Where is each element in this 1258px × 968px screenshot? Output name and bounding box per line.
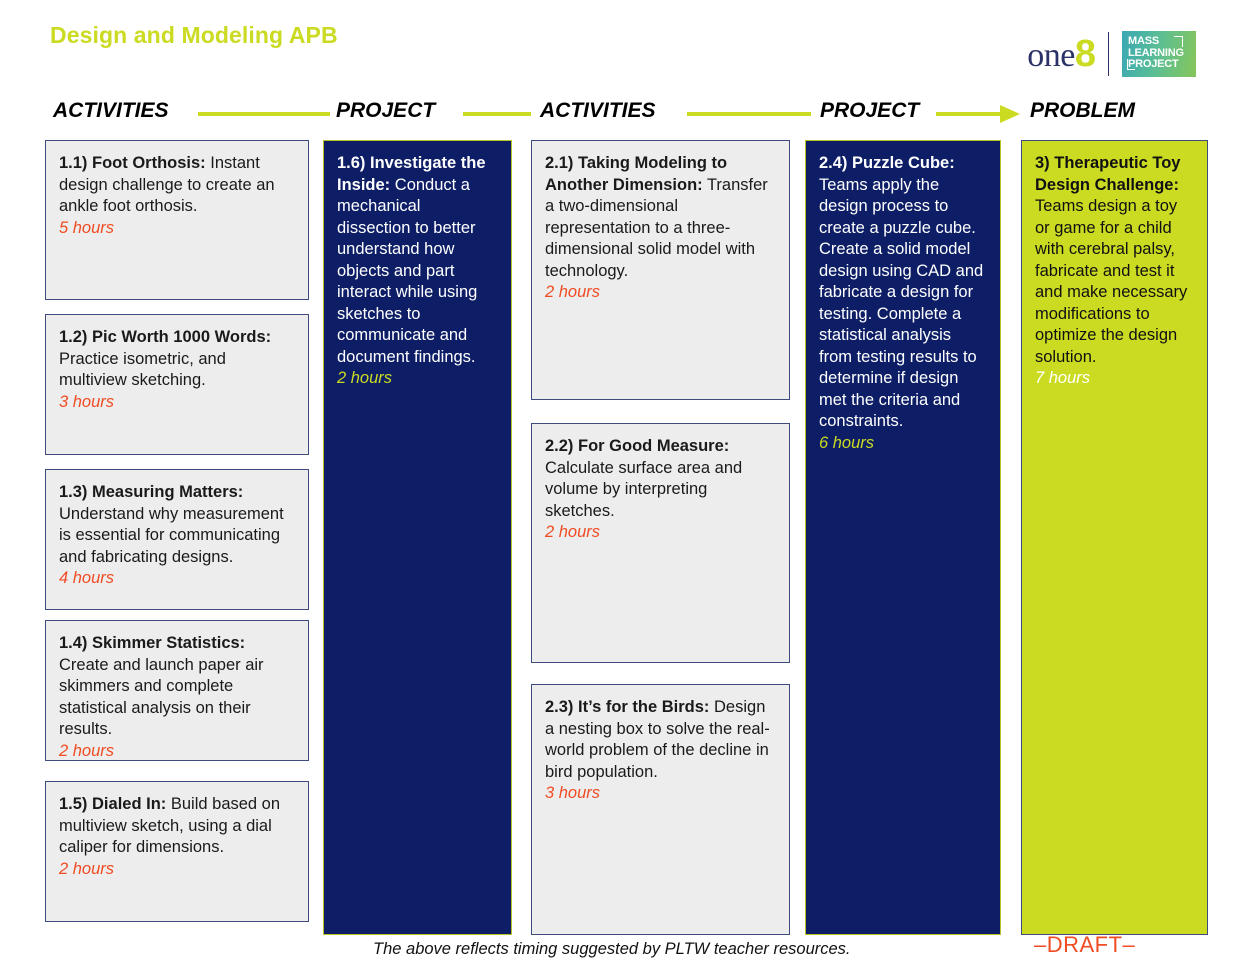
card-title: 2.1) Taking Modeling to Another Dimension: (545, 154, 728, 194)
card-title: 3) Therapeutic Toy Design Challenge: (1035, 154, 1181, 194)
one8-logo-word: one (1027, 37, 1075, 74)
card-title: 1.4) Skimmer Statistics: (59, 634, 246, 652)
card-3[interactable] (1021, 140, 1208, 935)
card-2-2[interactable] (531, 423, 790, 663)
card-title: 1.1) Foot Orthosis: (59, 154, 206, 172)
card-title: 1.5) Dialed In: (59, 795, 167, 813)
card-hours: 3 hours (545, 784, 601, 802)
stage-label-project-1: PROJECT (336, 99, 436, 122)
card-1-6[interactable] (323, 140, 512, 935)
card-body: Instant design challenge to create an ankle foot orthosis. (59, 154, 275, 215)
mlp-line-1: MASS (1128, 35, 1159, 47)
card-title: 2.2) For Good Measure: (545, 437, 730, 455)
card-body: Transfer a two-dimensional representation to a three-dimensional solid model with technology. (545, 175, 768, 280)
card-1-2[interactable] (45, 314, 309, 455)
card-title: 1.6) Investigate the Inside: (337, 154, 486, 194)
card-hours: 3 hours (59, 392, 115, 411)
mass-learning-project-logo (1122, 31, 1196, 77)
card-body: Conduct a mechanical dissection to better understand how objects and part interact while using sketches to communicate and document findings. (337, 175, 478, 366)
stage-label-activities-2: ACTIVITIES (540, 99, 656, 122)
arrow-head-icon (1000, 105, 1020, 123)
card-hours: 4 hours (59, 569, 115, 587)
bracket-bottom-left-icon (1127, 59, 1135, 70)
card-title: 2.4) Puzzle Cube: (819, 154, 955, 172)
stage-label-activities-1: ACTIVITIES (53, 99, 169, 122)
card-hours: 2 hours (59, 859, 115, 878)
stage-label-project-2: PROJECT (820, 99, 920, 122)
card-title: 1.3) Measuring Matters: (59, 483, 244, 501)
one8-logo-numeral: 8 (1074, 33, 1095, 75)
mlp-line-2: LEARNING (1128, 46, 1184, 59)
card-body: Build based on multiview sketch, using a dial caliper for dimensions. (59, 795, 281, 856)
brand-logos (1027, 28, 1196, 80)
card-2-4[interactable] (805, 140, 1001, 935)
brand-divider (1108, 32, 1109, 76)
card-1-1[interactable] (45, 140, 309, 300)
card-hours: 7 hours (1035, 369, 1091, 387)
card-body: Design a nesting box to solve the real-world problem of the decline in bird population. (545, 698, 770, 781)
card-2-3[interactable] (531, 684, 790, 935)
footer-note: The above reflects timing suggested by PLTW teacher resources. (373, 940, 851, 958)
card-title: 2.3) It’s for the Birds: (545, 698, 710, 716)
bracket-top-right-icon (1174, 36, 1183, 47)
card-hours: 2 hours (59, 741, 115, 760)
card-hours: 2 hours (545, 523, 601, 541)
connector-line-1 (198, 112, 330, 116)
card-body: Teams design a toy or game for a child with cerebral palsy, fabricate and test it and make necessary modifications to optimize the design solution. (1035, 197, 1188, 366)
card-1-4[interactable] (45, 620, 309, 761)
card-1-3[interactable] (45, 469, 309, 610)
card-body: Practice isometric, and multiview sketching. (59, 349, 226, 389)
card-body: Create and launch paper air skimmers and complete statistical analysis on their results. (59, 655, 264, 738)
connector-line-3 (687, 112, 811, 116)
connector-line-2 (463, 112, 531, 116)
stage-header-row (0, 99, 1258, 129)
card-hours: 2 hours (545, 283, 601, 301)
card-1-5[interactable] (45, 781, 309, 922)
card-body: Calculate surface area and volume by interpreting sketches. (545, 458, 743, 520)
card-2-1[interactable] (531, 140, 790, 400)
card-hours: 2 hours (337, 369, 393, 387)
card-body: Understand why measurement is essential for communicating and fabricating designs. (59, 504, 284, 566)
stage-label-problem: PROBLEM (1030, 99, 1135, 122)
card-body: Teams apply the design process to create a puzzle cube. Create a solid model design using CAD and fabricate a design for testing. Complete a statistical analysis from testing results to determine if design met the criteria and constraints. (819, 175, 984, 430)
draft-watermark: –DRAFT– (1034, 932, 1136, 957)
card-title: 1.2) Pic Worth 1000 Words: (59, 328, 272, 346)
activity-board (0, 140, 1258, 935)
one8-logo (1027, 35, 1095, 73)
mlp-line-3: PROJECT (1128, 58, 1179, 70)
card-hours: 5 hours (59, 218, 115, 237)
connector-line-4 (936, 112, 1004, 116)
card-hours: 6 hours (819, 433, 875, 452)
page-title: Design and Modeling APB (50, 22, 338, 48)
